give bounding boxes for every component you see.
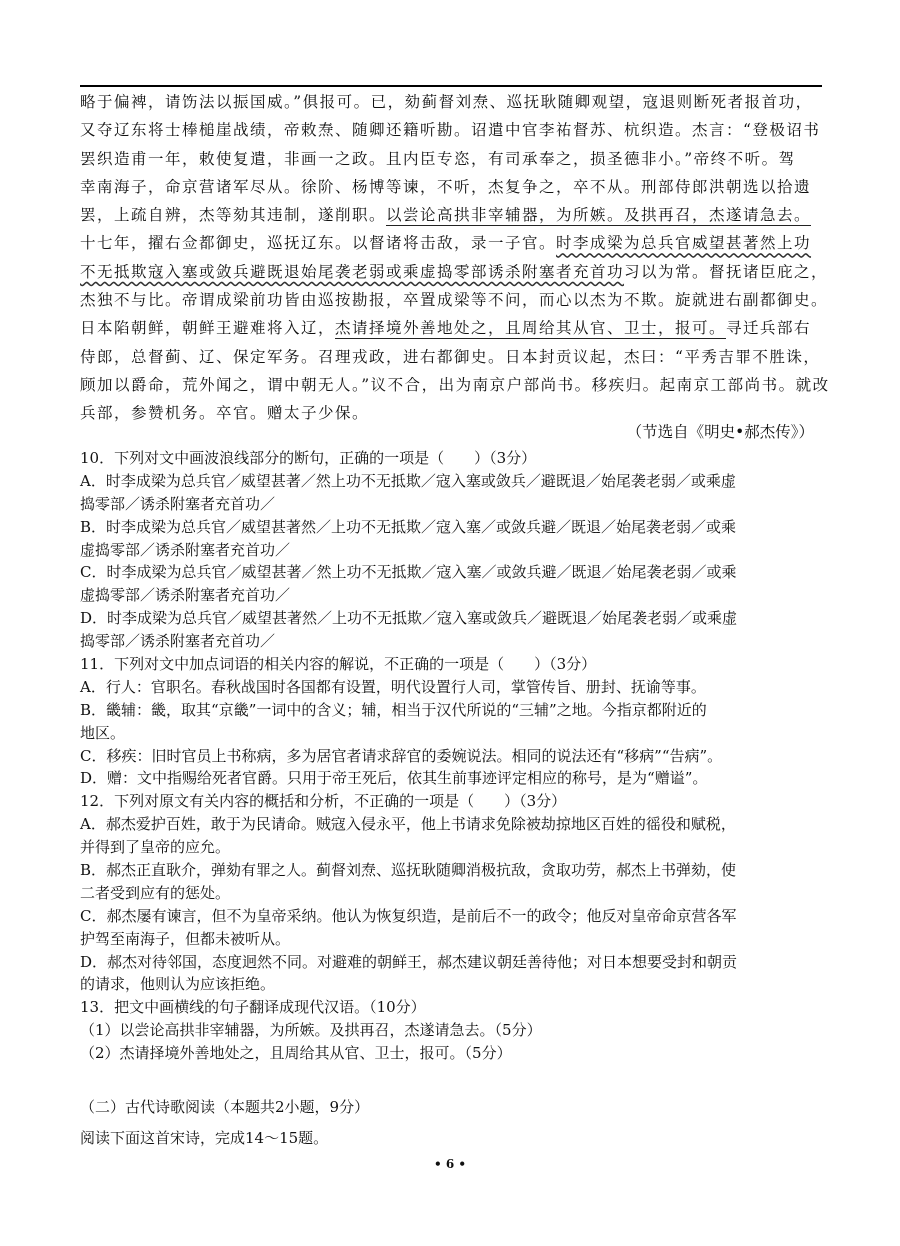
question-line: A．时李成梁为总兵官／威望甚著／然上功不无抵欺／寇入塞或敛兵／避既退／始尾袭老弱／或乘虚 bbox=[80, 471, 736, 490]
top-rule bbox=[80, 85, 822, 87]
question-line: 捣零部／诱杀附塞者充首功／ bbox=[80, 632, 276, 651]
question-line: D．时李成梁为总兵官／威望甚著然／上功不无抵欺／寇入塞或敛兵／避既退／始尾袭老弱／或乘虚 bbox=[80, 609, 738, 628]
question-line: D．赠：文中指赐给死者官爵。只用于帝王死后，依其生前事迹评定相应的称号，是为“赠谥”。 bbox=[80, 769, 708, 788]
question-line: 护驾至南海子，但都未被听从。 bbox=[80, 929, 291, 948]
question-line: C．郝杰屡有谏言，但不为皇帝采纳。他认为恢复织造，是前后不一的政令；他反对皇帝命京营各军 bbox=[80, 906, 737, 925]
passage-line: 又夺辽东将士棒槌崖战绩，帝敕焘、随卿还籍听勘。诏遣中官李祐督苏、杭织造。杰言：“登极诏书 bbox=[80, 121, 821, 140]
question-line: 虚捣零部／诱杀附塞者充首功／ bbox=[80, 586, 291, 605]
passage-line: 杰独不与比。帝谓成梁前功皆由巡按勘报，卒置成梁等不问，而心以杰为不欺。旋就进右副都御史。 bbox=[80, 291, 829, 310]
wavy-underlined-text: 时李成梁为总兵官威望甚著然上功 bbox=[556, 234, 812, 253]
question-line: 12．下列对原文有关内容的概括和分析，不正确的一项是（ ）（3分） bbox=[80, 792, 567, 811]
question-line: 地区。 bbox=[80, 723, 126, 742]
passage-source: （节选自《明史•郝杰传》） bbox=[626, 423, 814, 441]
underlined-sentence-2: 杰请择境外善地处之，且周给其从官、卫士，报可。 bbox=[335, 319, 727, 338]
question-line: C．时李成梁为总兵官／威望甚著／然上功不无抵欺／寇入塞／或敛兵避／既退／始尾袭老弱／或乘 bbox=[80, 563, 737, 582]
passage-line: 罢织造甫一年，敕使复遣，非画一之政。且内臣专恣，有司承奉之，损圣德非小。”帝终不听。驾 bbox=[80, 149, 796, 168]
passage-line: 兵部，参赞机务。卒官。赠太子少保。 bbox=[80, 404, 370, 423]
page-number: • 6 • bbox=[433, 1157, 467, 1171]
passage-line: 十七年，擢右佥都御史，巡抚辽东。以督诸将击敌，录一子官。时李成梁为总兵官威望甚著然上功 bbox=[80, 234, 812, 253]
question-line: 的请求，他则认为应该拒绝。 bbox=[80, 975, 276, 994]
passage-line: 略于偏裨，请饬法以振国威。”俱报可。已，劾蓟督刘焘、巡抚耿随卿观望，寇退则断死者报首功， bbox=[80, 93, 813, 111]
passage-line: 侍郎，总督蓟、辽、保定军务。召理戎政，进右都御史。日本封贡议起，杰曰：“平秀吉罪不胜诛， bbox=[80, 347, 821, 366]
passage-line: 日本陷朝鲜，朝鲜王避难将入辽，杰请择境外善地处之，且周给其从官、卫士，报可。寻迁兵部右 bbox=[80, 319, 812, 338]
question-line: B．时李成梁为总兵官／威望甚著然／上功不无抵欺／寇入塞／或敛兵避／既退／始尾袭老弱／或乘 bbox=[80, 517, 737, 536]
question-line: 11．下列对文中加点词语的相关内容的解说，不正确的一项是（ ）（3分） bbox=[80, 655, 597, 674]
question-line: 10．下列对文中画波浪线部分的断句，正确的一项是（ ）（3分） bbox=[80, 449, 537, 467]
question-line: 二者受到应有的惩处。 bbox=[80, 883, 231, 902]
passage-line: 顾加以爵命，荒外闻之，谓中朝无人。”议不合，出为南京户部尚书。移疾归。起南京工部尚书。就改 bbox=[80, 375, 830, 394]
question-line: D．郝杰对待邻国，态度迥然不同。对避难的朝鲜王，郝杰建议朝廷善待他；对日本想要受封和朝贡 bbox=[80, 952, 738, 971]
passage-line: 幸南海子，命京营诸军尽从。徐阶、杨博等谏，不听，杰复争之，卒不从。刑部侍郎洪朝选以拾遗 bbox=[80, 177, 812, 196]
questions-block bbox=[80, 447, 825, 1065]
question-line: B．郝杰正直耿介，弹劾有罪之人。蓟督刘焘、巡抚耿随卿消极抗敌，贪取功劳，郝杰上书弹劾，使 bbox=[80, 861, 737, 880]
question-line: B．畿辅：畿，取其“京畿”一词中的含义；辅，相当于汉代所说的“三辅”之地。今指京都附近的 bbox=[80, 700, 707, 719]
question-line: C．移疾：旧时官员上书称病，多为居官者请求辞官的委婉说法。相同的说法还有“移病”“告病”。 bbox=[80, 746, 723, 765]
reading-instruction: 阅读下面这首宋诗，完成14～15题。 bbox=[80, 1129, 329, 1147]
question-line: 虚捣零部／诱杀附塞者充首功／ bbox=[80, 540, 291, 559]
question-line: 13．把文中画横线的句子翻译成现代汉语。（10分） bbox=[80, 998, 426, 1017]
question-line: （1）以尝论高拱非宰辅器，为所嫉。及拱再召，杰遂请急去。（5分） bbox=[80, 1021, 542, 1040]
passage-line: 不无抵欺寇入塞或敛兵避既退始尾袭老弱或乘虚捣零部诱杀附塞者充首功习以为常。督抚诸臣庇之， bbox=[80, 262, 829, 281]
question-line: A．行人：官职名。春秋战国时各国都有设置，明代设置行人司，掌管传旨、册封、抚谕等事。 bbox=[80, 677, 706, 696]
question-line: 并得到了皇帝的应允。 bbox=[80, 838, 231, 857]
question-line: （2）杰请择境外善地处之，且周给其从官、卫士，报可。（5分） bbox=[80, 1044, 512, 1063]
classical-passage bbox=[80, 88, 830, 428]
passage-line: 罢，上疏自辨，杰等劾其违制，遂削职。以尝论高拱非宰辅器，为所嫉。及拱再召，杰遂请急去。 bbox=[80, 206, 812, 225]
wavy-underlined-text: 不无抵欺寇入塞或敛兵避既退始尾袭老弱或乘虚捣零部诱杀附塞者充首功 bbox=[80, 262, 625, 281]
question-line: 捣零部／诱杀附塞者充首功／ bbox=[80, 494, 276, 513]
section-heading: （二）古代诗歌阅读（本题共2小题，9分） bbox=[80, 1098, 370, 1116]
underlined-sentence-1: 以尝论高拱非宰辅器，为所嫉。及拱再召，杰遂请急去。 bbox=[386, 206, 812, 225]
question-line: A．郝杰爱护百姓，敢于为民请命。贼寇入侵永平，他上书请求免除被劫掠地区百姓的徭役和赋税， bbox=[80, 815, 736, 834]
